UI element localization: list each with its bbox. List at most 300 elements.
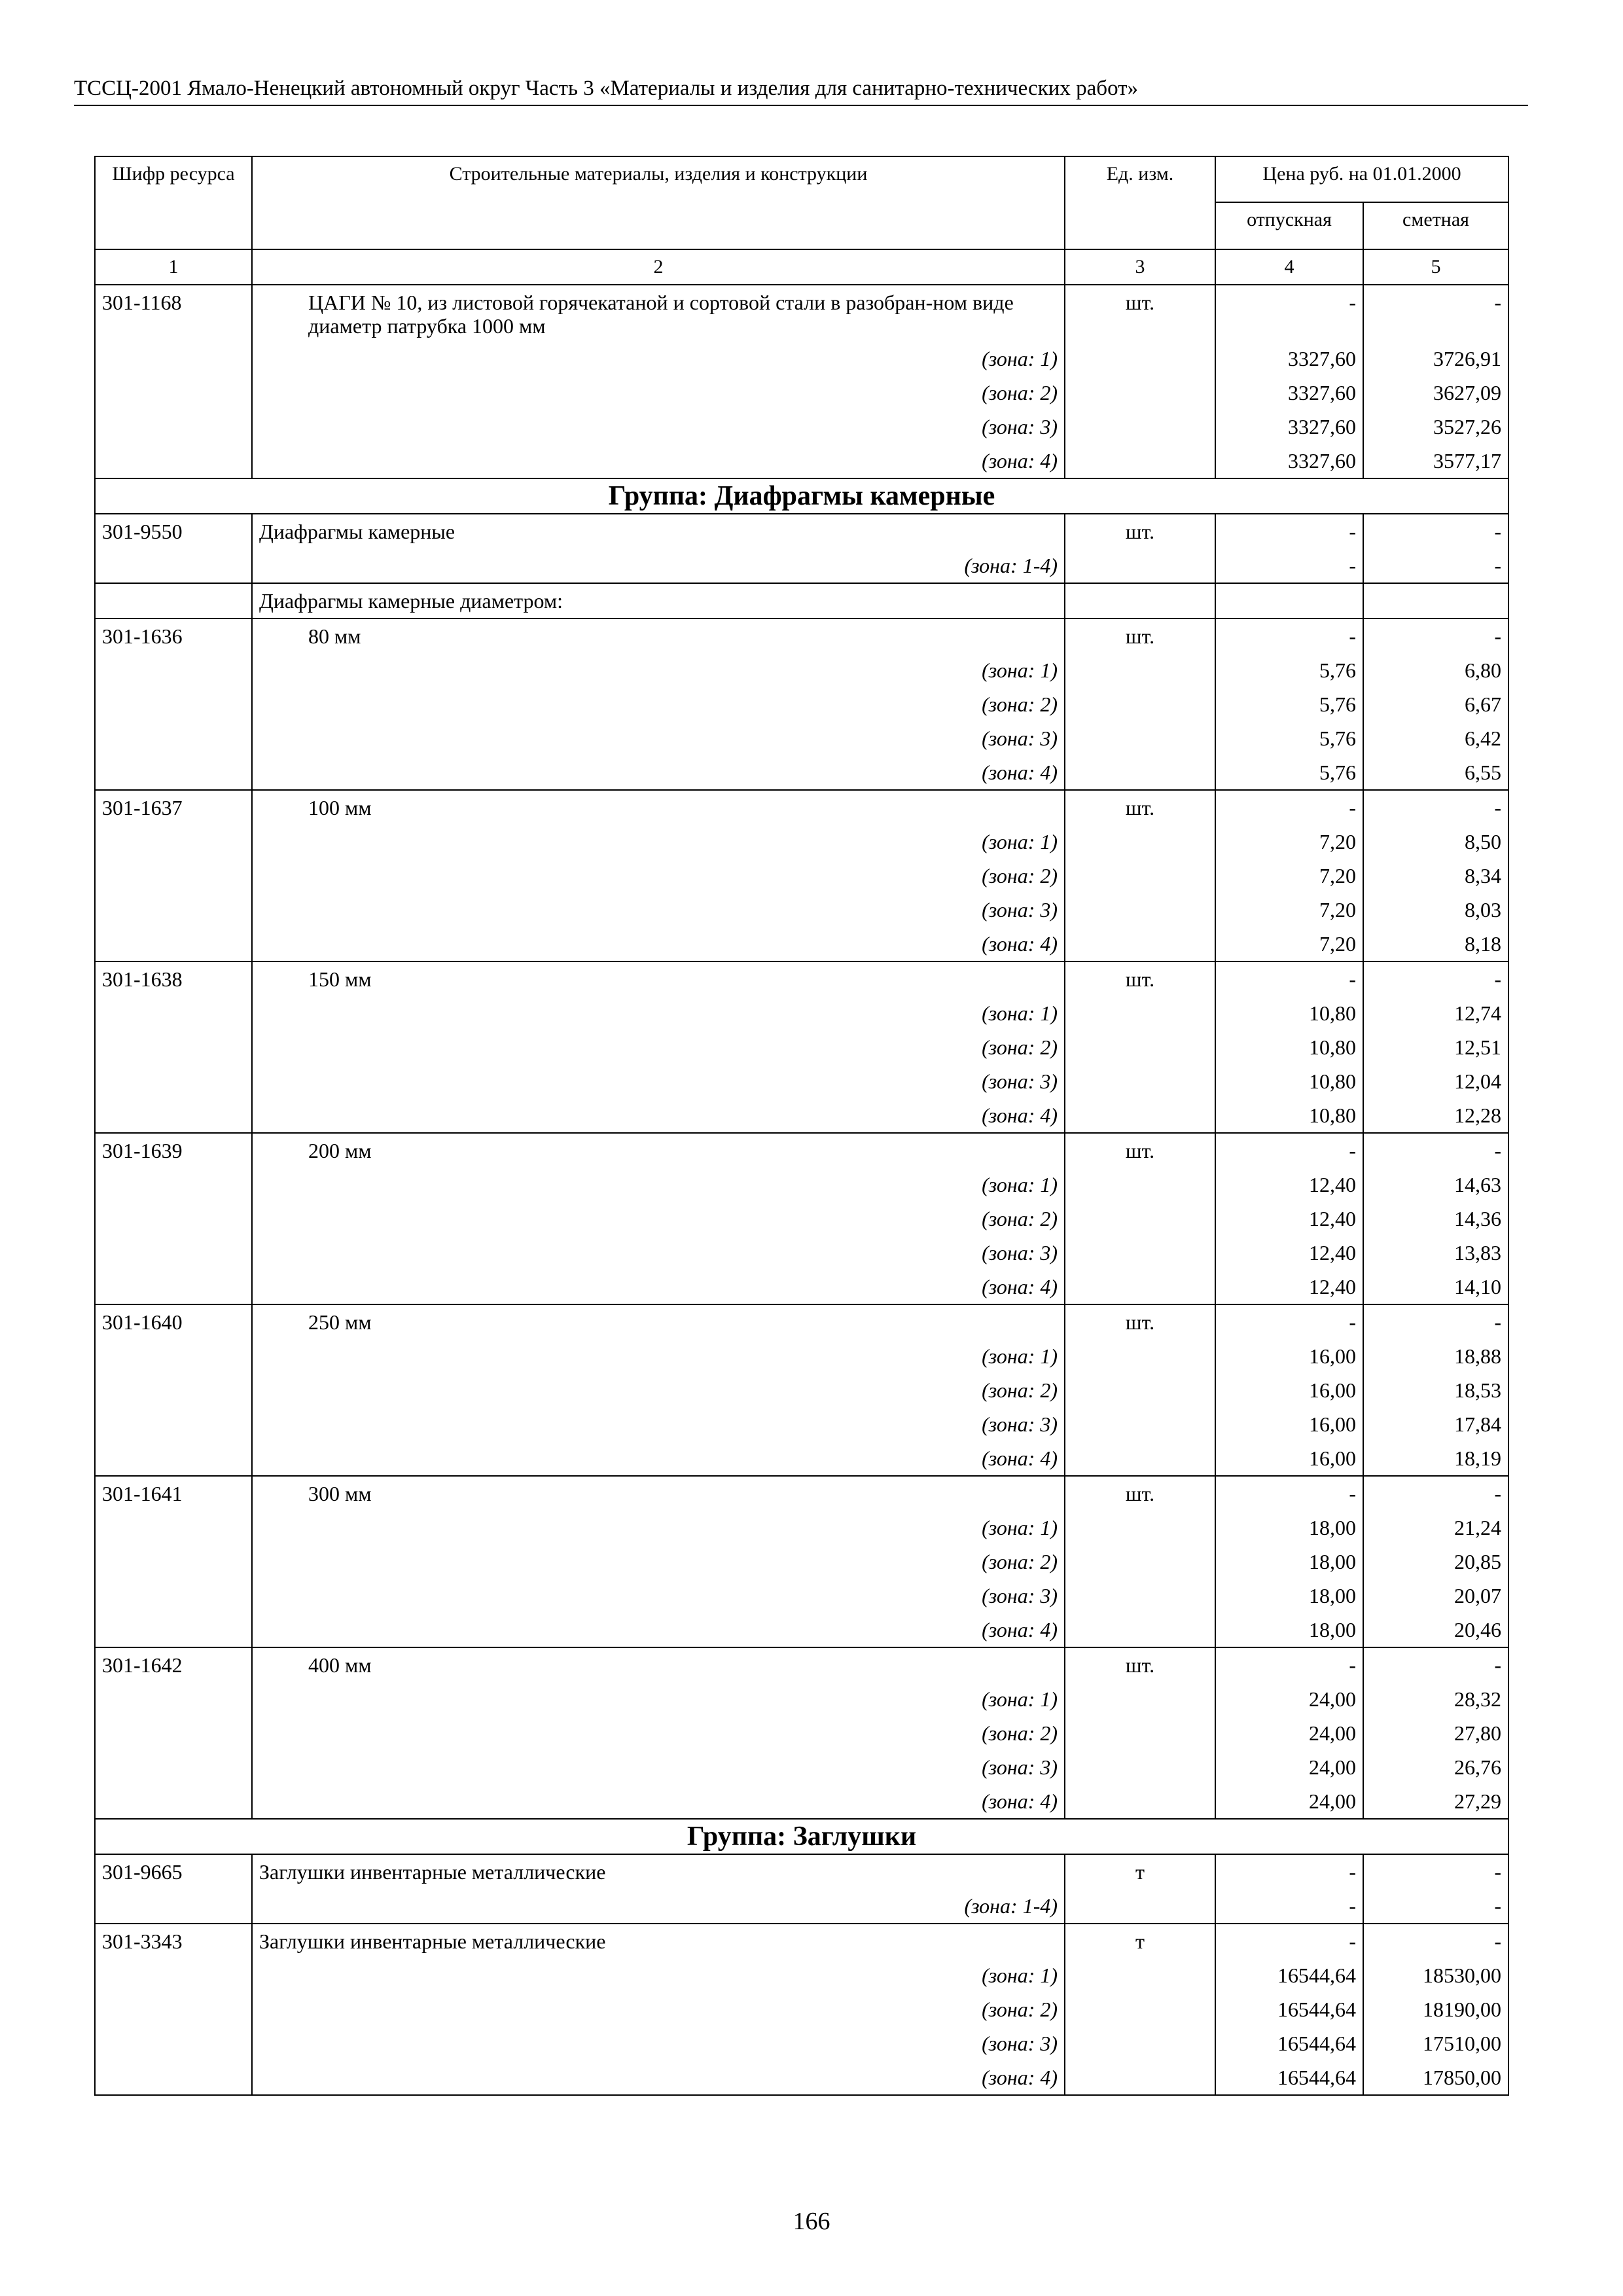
item-row [95, 619, 1508, 653]
estimate-price-cell: 18,53 [1363, 1373, 1508, 1407]
estimate-price-cell: 20,85 [1363, 1545, 1508, 1579]
estimate-price-cell: 8,50 [1363, 825, 1508, 859]
zone-label: (зона: 1) [252, 1958, 1065, 1992]
zone-label: (зона: 4) [252, 2060, 1065, 2095]
code-cell [95, 583, 252, 619]
material-name: 80 мм [252, 619, 1065, 653]
zone-row [95, 1889, 1508, 1924]
code-cell [95, 927, 252, 961]
unit-cell [1065, 1716, 1215, 1750]
zone-row [95, 1750, 1508, 1784]
header-price: Цена руб. на 01.01.2000 [1215, 156, 1508, 202]
zone-row [95, 859, 1508, 893]
zone-label: (зона: 2) [252, 687, 1065, 721]
page-number: 166 [793, 2208, 830, 2235]
item-row [95, 790, 1508, 825]
code-cell [95, 859, 252, 893]
release-price-cell: - [1215, 548, 1363, 583]
unit-cell [1065, 1407, 1215, 1441]
zone-row [95, 721, 1508, 755]
estimate-price-cell: 6,42 [1363, 721, 1508, 755]
unit-cell [1065, 859, 1215, 893]
zone-label: (зона: 4) [252, 1270, 1065, 1304]
code-cell [95, 444, 252, 478]
zone-label: (зона: 1) [252, 653, 1065, 687]
column-index: 3 [1065, 249, 1215, 285]
estimate-price-cell: - [1363, 1924, 1508, 1958]
release-price-cell [1215, 583, 1363, 619]
release-price-cell: 5,76 [1215, 755, 1363, 790]
zone-label: (зона: 1-4) [252, 548, 1065, 583]
zone-row [95, 1202, 1508, 1236]
estimate-price-cell: 18,19 [1363, 1441, 1508, 1476]
resource-code: 301-1636 [95, 619, 252, 653]
code-cell [95, 376, 252, 410]
unit-cell [1065, 1784, 1215, 1819]
estimate-price-cell: 18530,00 [1363, 1958, 1508, 1992]
code-cell [95, 1511, 252, 1545]
estimate-price-cell: 20,46 [1363, 1613, 1508, 1647]
zone-label: (зона: 3) [252, 1407, 1065, 1441]
unit-cell [1065, 1373, 1215, 1407]
unit-cell [1065, 825, 1215, 859]
material-name: ЦАГИ № 10, из листовой горячекатаной и сортовой стали в разобран-ном виде диаметр патрубка 1000 мм [252, 285, 1065, 342]
unit-cell [1065, 1889, 1215, 1924]
estimate-price-cell: - [1363, 1889, 1508, 1924]
release-price-cell: 16,00 [1215, 1339, 1363, 1373]
code-cell [95, 342, 252, 376]
release-price-cell: 18,00 [1215, 1545, 1363, 1579]
release-price-cell: - [1215, 1924, 1363, 1958]
item-row [95, 514, 1508, 548]
resource-code: 301-9665 [95, 1854, 252, 1889]
code-cell [95, 548, 252, 583]
unit-cell [1065, 1992, 1215, 2026]
column-index: 2 [252, 249, 1065, 285]
zone-row [95, 893, 1508, 927]
estimate-price-cell: 14,10 [1363, 1270, 1508, 1304]
zone-row [95, 1579, 1508, 1613]
unit-cell: шт. [1065, 1304, 1215, 1339]
zone-label: (зона: 3) [252, 1236, 1065, 1270]
release-price-cell: 7,20 [1215, 893, 1363, 927]
unit-cell: т [1065, 1924, 1215, 1958]
release-price-cell: 16544,64 [1215, 2026, 1363, 2060]
zone-label: (зона: 2) [252, 1030, 1065, 1064]
unit-cell [1065, 1339, 1215, 1373]
unit-cell [1065, 1236, 1215, 1270]
release-price-cell: 3327,60 [1215, 410, 1363, 444]
code-cell [95, 1270, 252, 1304]
estimate-price-cell: 18190,00 [1363, 1992, 1508, 2026]
estimate-price-cell: - [1363, 1647, 1508, 1682]
release-price-cell: 16544,64 [1215, 1958, 1363, 1992]
material-name: Диафрагмы камерные [252, 514, 1065, 548]
resource-code: 301-1641 [95, 1476, 252, 1511]
zone-row [95, 996, 1508, 1030]
estimate-price-cell: - [1363, 285, 1508, 342]
unit-cell: шт. [1065, 961, 1215, 996]
zone-row [95, 1030, 1508, 1064]
release-price-cell: 16544,64 [1215, 1992, 1363, 2026]
code-cell [95, 1407, 252, 1441]
code-cell [95, 755, 252, 790]
zone-label: (зона: 2) [252, 1545, 1065, 1579]
zone-label: (зона: 3) [252, 410, 1065, 444]
table-body [95, 285, 1508, 2095]
zone-row [95, 927, 1508, 961]
release-price-cell: 24,00 [1215, 1682, 1363, 1716]
zone-row [95, 687, 1508, 721]
zone-label: (зона: 4) [252, 755, 1065, 790]
release-price-cell: - [1215, 619, 1363, 653]
resource-code: 301-1637 [95, 790, 252, 825]
code-cell [95, 1064, 252, 1098]
code-cell [95, 1202, 252, 1236]
release-price-cell: 10,80 [1215, 1030, 1363, 1064]
unit-cell [1065, 755, 1215, 790]
unit-cell: шт. [1065, 285, 1215, 342]
unit-cell [1065, 1064, 1215, 1098]
header-estimate: сметная [1363, 202, 1508, 249]
zone-row [95, 444, 1508, 478]
zone-row [95, 1716, 1508, 1750]
zone-label: (зона: 1) [252, 1682, 1065, 1716]
release-price-cell: - [1215, 961, 1363, 996]
zone-row [95, 1545, 1508, 1579]
zone-label: (зона: 3) [252, 2026, 1065, 2060]
estimate-price-cell: 3577,17 [1363, 444, 1508, 478]
resource-code: 301-1640 [95, 1304, 252, 1339]
page-header: ТССЦ-2001 Ямало-Ненецкий автономный округ Часть 3 «Материалы и изделия для санитарно-технических работ» [74, 75, 1528, 106]
zone-row [95, 1407, 1508, 1441]
unit-cell [1065, 1545, 1215, 1579]
zone-row [95, 2026, 1508, 2060]
item-row [95, 1133, 1508, 1168]
unit-cell: шт. [1065, 514, 1215, 548]
zone-row [95, 342, 1508, 376]
estimate-price-cell: 8,34 [1363, 859, 1508, 893]
unit-cell [1065, 583, 1215, 619]
zone-label: (зона: 4) [252, 1613, 1065, 1647]
item-row [95, 961, 1508, 996]
release-price-cell: 3327,60 [1215, 342, 1363, 376]
code-cell [95, 996, 252, 1030]
zone-label: (зона: 2) [252, 1992, 1065, 2026]
estimate-price-cell: 12,51 [1363, 1030, 1508, 1064]
header-release: отпускная [1215, 202, 1363, 249]
group-title: Группа: Диафрагмы камерные [95, 478, 1508, 514]
estimate-price-cell: 17510,00 [1363, 2026, 1508, 2060]
unit-cell: шт. [1065, 790, 1215, 825]
unit-cell [1065, 1511, 1215, 1545]
code-cell [95, 1784, 252, 1819]
release-price-cell: 10,80 [1215, 996, 1363, 1030]
estimate-price-cell: 3527,26 [1363, 410, 1508, 444]
release-price-cell: - [1215, 1133, 1363, 1168]
estimate-price-cell: - [1363, 1304, 1508, 1339]
release-price-cell: 24,00 [1215, 1716, 1363, 1750]
release-price-cell: 16544,64 [1215, 2060, 1363, 2095]
estimate-price-cell [1363, 583, 1508, 619]
estimate-price-cell: 20,07 [1363, 1579, 1508, 1613]
column-index: 1 [95, 249, 252, 285]
release-price-cell: - [1215, 1889, 1363, 1924]
code-cell [95, 1545, 252, 1579]
estimate-price-cell: 8,03 [1363, 893, 1508, 927]
release-price-cell: 24,00 [1215, 1784, 1363, 1819]
code-cell [95, 825, 252, 859]
unit-cell [1065, 2026, 1215, 2060]
unit-cell [1065, 687, 1215, 721]
unit-cell: шт. [1065, 1476, 1215, 1511]
estimate-price-cell: 12,04 [1363, 1064, 1508, 1098]
release-price-cell: 7,20 [1215, 859, 1363, 893]
unit-cell [1065, 2060, 1215, 2095]
unit-cell [1065, 1682, 1215, 1716]
release-price-cell: 12,40 [1215, 1236, 1363, 1270]
code-cell [95, 1992, 252, 2026]
zone-label: (зона: 3) [252, 1579, 1065, 1613]
unit-cell [1065, 1202, 1215, 1236]
unit-cell [1065, 1270, 1215, 1304]
item-row [95, 1304, 1508, 1339]
code-cell [95, 687, 252, 721]
material-name: 400 мм [252, 1647, 1065, 1682]
release-price-cell: - [1215, 1647, 1363, 1682]
zone-row [95, 1441, 1508, 1476]
code-cell [95, 1441, 252, 1476]
estimate-price-cell: 17,84 [1363, 1407, 1508, 1441]
unit-cell: шт. [1065, 619, 1215, 653]
estimate-price-cell: 14,63 [1363, 1168, 1508, 1202]
material-name: 100 мм [252, 790, 1065, 825]
unit-cell [1065, 996, 1215, 1030]
zone-label: (зона: 3) [252, 893, 1065, 927]
zone-row [95, 1270, 1508, 1304]
estimate-price-cell: 3726,91 [1363, 342, 1508, 376]
release-price-cell: 12,40 [1215, 1168, 1363, 1202]
unit-cell [1065, 653, 1215, 687]
release-price-cell: - [1215, 1304, 1363, 1339]
material-name: 300 мм [252, 1476, 1065, 1511]
zone-label: (зона: 1) [252, 1339, 1065, 1373]
estimate-price-cell: - [1363, 1133, 1508, 1168]
release-price-cell: 3327,60 [1215, 376, 1363, 410]
code-cell [95, 1613, 252, 1647]
header-code: Шифр ресурса [95, 156, 252, 249]
zone-label: (зона: 4) [252, 444, 1065, 478]
unit-cell [1065, 444, 1215, 478]
group-title: Группа: Заглушки [95, 1819, 1508, 1854]
estimate-price-cell: 8,18 [1363, 927, 1508, 961]
release-price-cell: - [1215, 285, 1363, 342]
release-price-cell: 10,80 [1215, 1064, 1363, 1098]
release-price-cell: 18,00 [1215, 1511, 1363, 1545]
estimate-price-cell: 12,74 [1363, 996, 1508, 1030]
estimate-price-cell: - [1363, 790, 1508, 825]
unit-cell: т [1065, 1854, 1215, 1889]
zone-row [95, 825, 1508, 859]
zone-row [95, 1613, 1508, 1647]
release-price-cell: 12,40 [1215, 1202, 1363, 1236]
resource-code: 301-1639 [95, 1133, 252, 1168]
estimate-price-cell: - [1363, 1854, 1508, 1889]
code-cell [95, 1373, 252, 1407]
release-price-cell: 18,00 [1215, 1613, 1363, 1647]
release-price-cell: 16,00 [1215, 1407, 1363, 1441]
unit-cell [1065, 1168, 1215, 1202]
zone-label: (зона: 2) [252, 1716, 1065, 1750]
code-cell [95, 721, 252, 755]
header-name: Строительные материалы, изделия и конструкции [252, 156, 1065, 249]
zone-label: (зона: 2) [252, 1202, 1065, 1236]
zone-label: (зона: 2) [252, 1373, 1065, 1407]
code-cell [95, 1098, 252, 1133]
zone-label: (зона: 2) [252, 859, 1065, 893]
zone-row [95, 1064, 1508, 1098]
resource-code: 301-1638 [95, 961, 252, 996]
zone-label: (зона: 3) [252, 1064, 1065, 1098]
unit-cell [1065, 927, 1215, 961]
estimate-price-cell: 21,24 [1363, 1511, 1508, 1545]
item-row [95, 1647, 1508, 1682]
zone-row [95, 755, 1508, 790]
group-row [95, 478, 1508, 514]
zone-label: (зона: 1) [252, 342, 1065, 376]
estimate-price-cell: 17850,00 [1363, 2060, 1508, 2095]
estimate-price-cell: - [1363, 514, 1508, 548]
code-cell [95, 2060, 252, 2095]
release-price-cell: 5,76 [1215, 653, 1363, 687]
unit-cell [1065, 1441, 1215, 1476]
code-cell [95, 1030, 252, 1064]
estimate-price-cell: - [1363, 548, 1508, 583]
price-table [94, 156, 1509, 2096]
code-cell [95, 410, 252, 444]
release-price-cell: 10,80 [1215, 1098, 1363, 1133]
release-price-cell: - [1215, 790, 1363, 825]
unit-cell: шт. [1065, 1647, 1215, 1682]
resource-code: 301-1642 [95, 1647, 252, 1682]
material-name: 150 мм [252, 961, 1065, 996]
zone-label: (зона: 1) [252, 996, 1065, 1030]
estimate-price-cell: 13,83 [1363, 1236, 1508, 1270]
column-index: 5 [1363, 249, 1508, 285]
unit-cell [1065, 1958, 1215, 1992]
material-name: 250 мм [252, 1304, 1065, 1339]
unit-cell [1065, 410, 1215, 444]
zone-label: (зона: 1-4) [252, 1889, 1065, 1924]
zone-row [95, 653, 1508, 687]
estimate-price-cell: 6,67 [1363, 687, 1508, 721]
release-price-cell: 24,00 [1215, 1750, 1363, 1784]
code-cell [95, 1579, 252, 1613]
estimate-price-cell: 3627,09 [1363, 376, 1508, 410]
zone-label: (зона: 4) [252, 1784, 1065, 1819]
zone-label: (зона: 2) [252, 376, 1065, 410]
zone-label: (зона: 1) [252, 825, 1065, 859]
release-price-cell: 16,00 [1215, 1373, 1363, 1407]
zone-row [95, 376, 1508, 410]
code-cell [95, 653, 252, 687]
resource-code: 301-3343 [95, 1924, 252, 1958]
code-cell [95, 2026, 252, 2060]
code-cell [95, 1236, 252, 1270]
estimate-price-cell: 14,36 [1363, 1202, 1508, 1236]
resource-code: 301-9550 [95, 514, 252, 548]
code-cell [95, 1750, 252, 1784]
material-name: 200 мм [252, 1133, 1065, 1168]
item-row [95, 1854, 1508, 1889]
estimate-price-cell: 28,32 [1363, 1682, 1508, 1716]
code-cell [95, 1889, 252, 1924]
zone-label: (зона: 4) [252, 927, 1065, 961]
estimate-price-cell: 12,28 [1363, 1098, 1508, 1133]
code-cell [95, 1958, 252, 1992]
unit-cell [1065, 376, 1215, 410]
header-unit: Ед. изм. [1065, 156, 1215, 249]
release-price-cell: 5,76 [1215, 687, 1363, 721]
release-price-cell: 5,76 [1215, 721, 1363, 755]
release-price-cell: 3327,60 [1215, 444, 1363, 478]
zone-row [95, 1236, 1508, 1270]
unit-cell [1065, 1750, 1215, 1784]
estimate-price-cell: 27,80 [1363, 1716, 1508, 1750]
zone-row [95, 1511, 1508, 1545]
zone-row [95, 1992, 1508, 2026]
release-price-cell: 18,00 [1215, 1579, 1363, 1613]
group-row [95, 1819, 1508, 1854]
item-row [95, 285, 1508, 342]
zone-row [95, 1682, 1508, 1716]
unit-cell [1065, 721, 1215, 755]
release-price-cell: 7,20 [1215, 825, 1363, 859]
code-cell [95, 1168, 252, 1202]
code-cell [95, 893, 252, 927]
zone-row [95, 1373, 1508, 1407]
estimate-price-cell: 26,76 [1363, 1750, 1508, 1784]
zone-row [95, 1168, 1508, 1202]
material-name: Заглушки инвентарные металлические [252, 1924, 1065, 1958]
zone-label: (зона: 4) [252, 1098, 1065, 1133]
release-price-cell: - [1215, 514, 1363, 548]
estimate-price-cell: 6,80 [1363, 653, 1508, 687]
estimate-price-cell: - [1363, 961, 1508, 996]
zone-row [95, 410, 1508, 444]
zone-row [95, 1784, 1508, 1819]
unit-cell [1065, 548, 1215, 583]
unit-cell [1065, 1098, 1215, 1133]
estimate-price-cell: - [1363, 1476, 1508, 1511]
material-name: Заглушки инвентарные металлические [252, 1854, 1065, 1889]
zone-row [95, 1098, 1508, 1133]
code-cell [95, 1682, 252, 1716]
release-price-cell: 12,40 [1215, 1270, 1363, 1304]
resource-code: 301-1168 [95, 285, 252, 342]
estimate-price-cell: 27,29 [1363, 1784, 1508, 1819]
release-price-cell: 7,20 [1215, 927, 1363, 961]
subheading-text: Диафрагмы камерные диаметром: [252, 583, 1065, 619]
code-cell [95, 1339, 252, 1373]
code-cell [95, 1716, 252, 1750]
zone-label: (зона: 1) [252, 1511, 1065, 1545]
item-row [95, 1476, 1508, 1511]
unit-cell [1065, 893, 1215, 927]
estimate-price-cell: - [1363, 619, 1508, 653]
column-index: 4 [1215, 249, 1363, 285]
unit-cell [1065, 1613, 1215, 1647]
